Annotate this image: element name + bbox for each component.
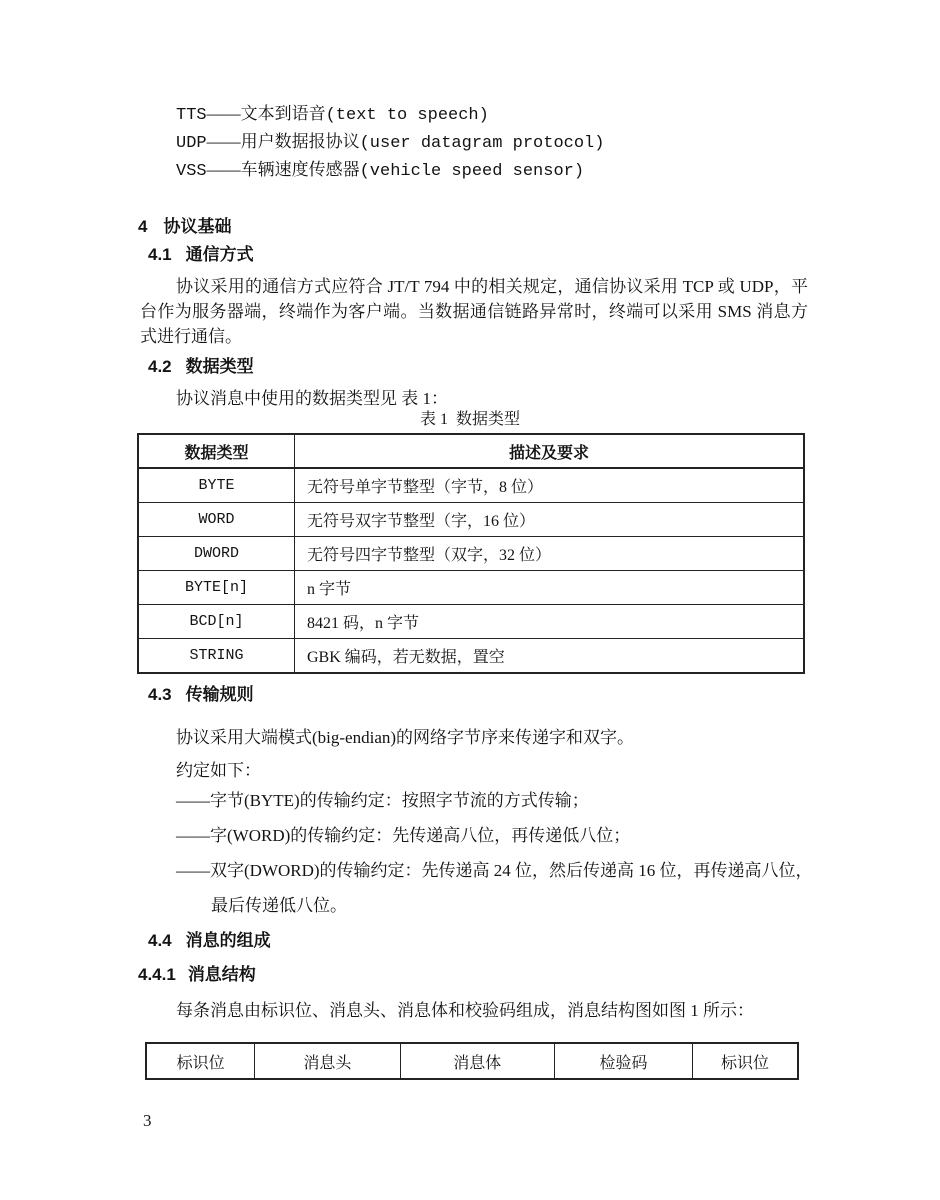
section-heading-4-1	[148, 243, 254, 267]
abbr-definition-en: (user datagram protocol)	[359, 134, 605, 153]
section-title: 协议基础	[163, 217, 232, 236]
table-row	[139, 467, 803, 502]
figure1-cell-flag-start: 标识位	[147, 1044, 255, 1078]
paragraph-communication-mode: 协议采用的通信方式应符合 JT/T 794 中的相关规定，通信协议采用 TCP 或 UDP，平台作为服务器端，终端作为客户端。当数据通信链路异常时，终端可以采用 SMS 消息方式进行通信。	[140, 277, 808, 346]
table1-body	[139, 467, 803, 672]
list-item-word-rule: ——字(WORD)的传输约定：先传递高八位，再传递低八位；	[176, 826, 631, 845]
figure1-cell-checksum: 检验码	[555, 1044, 693, 1078]
abbreviation-item-vss	[176, 157, 604, 185]
page-number: 3	[143, 1111, 152, 1130]
table1-caption: 表 1 数据类型	[419, 411, 520, 428]
table1-cell-description: GBK 编码，若无数据，置空	[307, 649, 505, 666]
abbreviation-item-udp	[176, 129, 604, 157]
abbr-definition-cn: ——用户数据报协议	[206, 132, 360, 151]
table1-header-row	[139, 435, 803, 467]
paragraph-conventions-intro: 约定如下：	[176, 761, 261, 780]
list-item-dword-rule-continuation: 最后传递低八位。	[211, 896, 347, 915]
figure1-cell-body: 消息体	[401, 1044, 555, 1078]
section-title: 传输规则	[185, 685, 254, 704]
section-number: 4.1	[148, 245, 172, 264]
table1-cell-type: BCD[n]	[139, 605, 295, 638]
table1-cell-type: DWORD	[139, 537, 295, 570]
section-heading-4	[138, 215, 231, 239]
section-number: 4.3	[148, 685, 172, 704]
table-row	[139, 502, 803, 536]
table1-cell-description: 8421 码，n 字节	[307, 615, 420, 632]
table1-cell-description: n 字节	[307, 581, 352, 598]
figure1-message-structure	[145, 1042, 799, 1080]
figure1-cell-flag-end: 标识位	[721, 1054, 770, 1072]
table1-data-types	[137, 433, 805, 674]
abbreviation-item-tts	[176, 101, 604, 129]
table1-cell-type: STRING	[139, 639, 295, 672]
table-row	[139, 604, 803, 638]
table1-cell-type: BYTE[n]	[139, 571, 295, 604]
section-number: 4.4	[148, 931, 172, 950]
paragraph-data-types-intro: 协议消息中使用的数据类型见 表 1：	[176, 389, 448, 408]
abbr-definition-en: (vehicle speed sensor)	[359, 162, 585, 181]
paragraph-message-structure-intro: 每条消息由标识位、消息头、消息体和校验码组成，消息结构图如图 1 所示：	[176, 1001, 754, 1020]
abbr-term: UDP	[176, 134, 207, 153]
section-heading-4-3	[148, 683, 254, 707]
abbr-term: VSS	[176, 162, 207, 181]
section-heading-4-2	[148, 355, 254, 379]
section-number: 4	[138, 217, 148, 236]
abbr-term: TTS	[176, 106, 207, 125]
table-row	[139, 536, 803, 570]
table1-cell-description: 无符号双字节整型（字，16 位）	[307, 513, 536, 530]
table1-cell-type: BYTE	[139, 469, 295, 502]
section-number: 4.4.1	[138, 965, 176, 984]
table1-cell-type: WORD	[139, 503, 295, 536]
table-row	[139, 638, 803, 672]
list-item-byte-rule: ——字节(BYTE)的传输约定：按照字节流的方式传输；	[176, 791, 589, 810]
section-heading-4-4	[148, 929, 271, 953]
section-title: 消息的组成	[185, 931, 271, 950]
table1-header-description: 描述及要求	[508, 444, 589, 462]
list-item-dword-rule: ——双字(DWORD)的传输约定：先传递高 24 位，然后传递高 16 位，再传递高八位，	[176, 861, 813, 880]
section-title: 通信方式	[185, 245, 254, 264]
section-title: 数据类型	[185, 357, 254, 376]
section-title: 消息结构	[187, 965, 256, 984]
paragraph-big-endian: 协议采用大端模式(big-endian)的网络字节序来传递字和双字。	[176, 728, 635, 747]
table1-cell-description: 无符号四字节整型（双字，32 位）	[307, 547, 552, 564]
section-heading-4-4-1	[138, 963, 256, 987]
table-row	[139, 570, 803, 604]
table1-header-type: 数据类型	[139, 435, 295, 467]
table1-cell-description: 无符号单字节整型（字节，8 位）	[307, 479, 544, 496]
abbr-definition-cn: ——车辆速度传感器	[206, 160, 360, 179]
abbr-definition-cn: ——文本到语音	[206, 104, 326, 123]
section-number: 4.2	[148, 357, 172, 376]
figure1-cell-header: 消息头	[255, 1044, 400, 1078]
abbr-definition-en: (text to speech)	[325, 106, 489, 125]
abbreviation-list	[176, 101, 604, 185]
